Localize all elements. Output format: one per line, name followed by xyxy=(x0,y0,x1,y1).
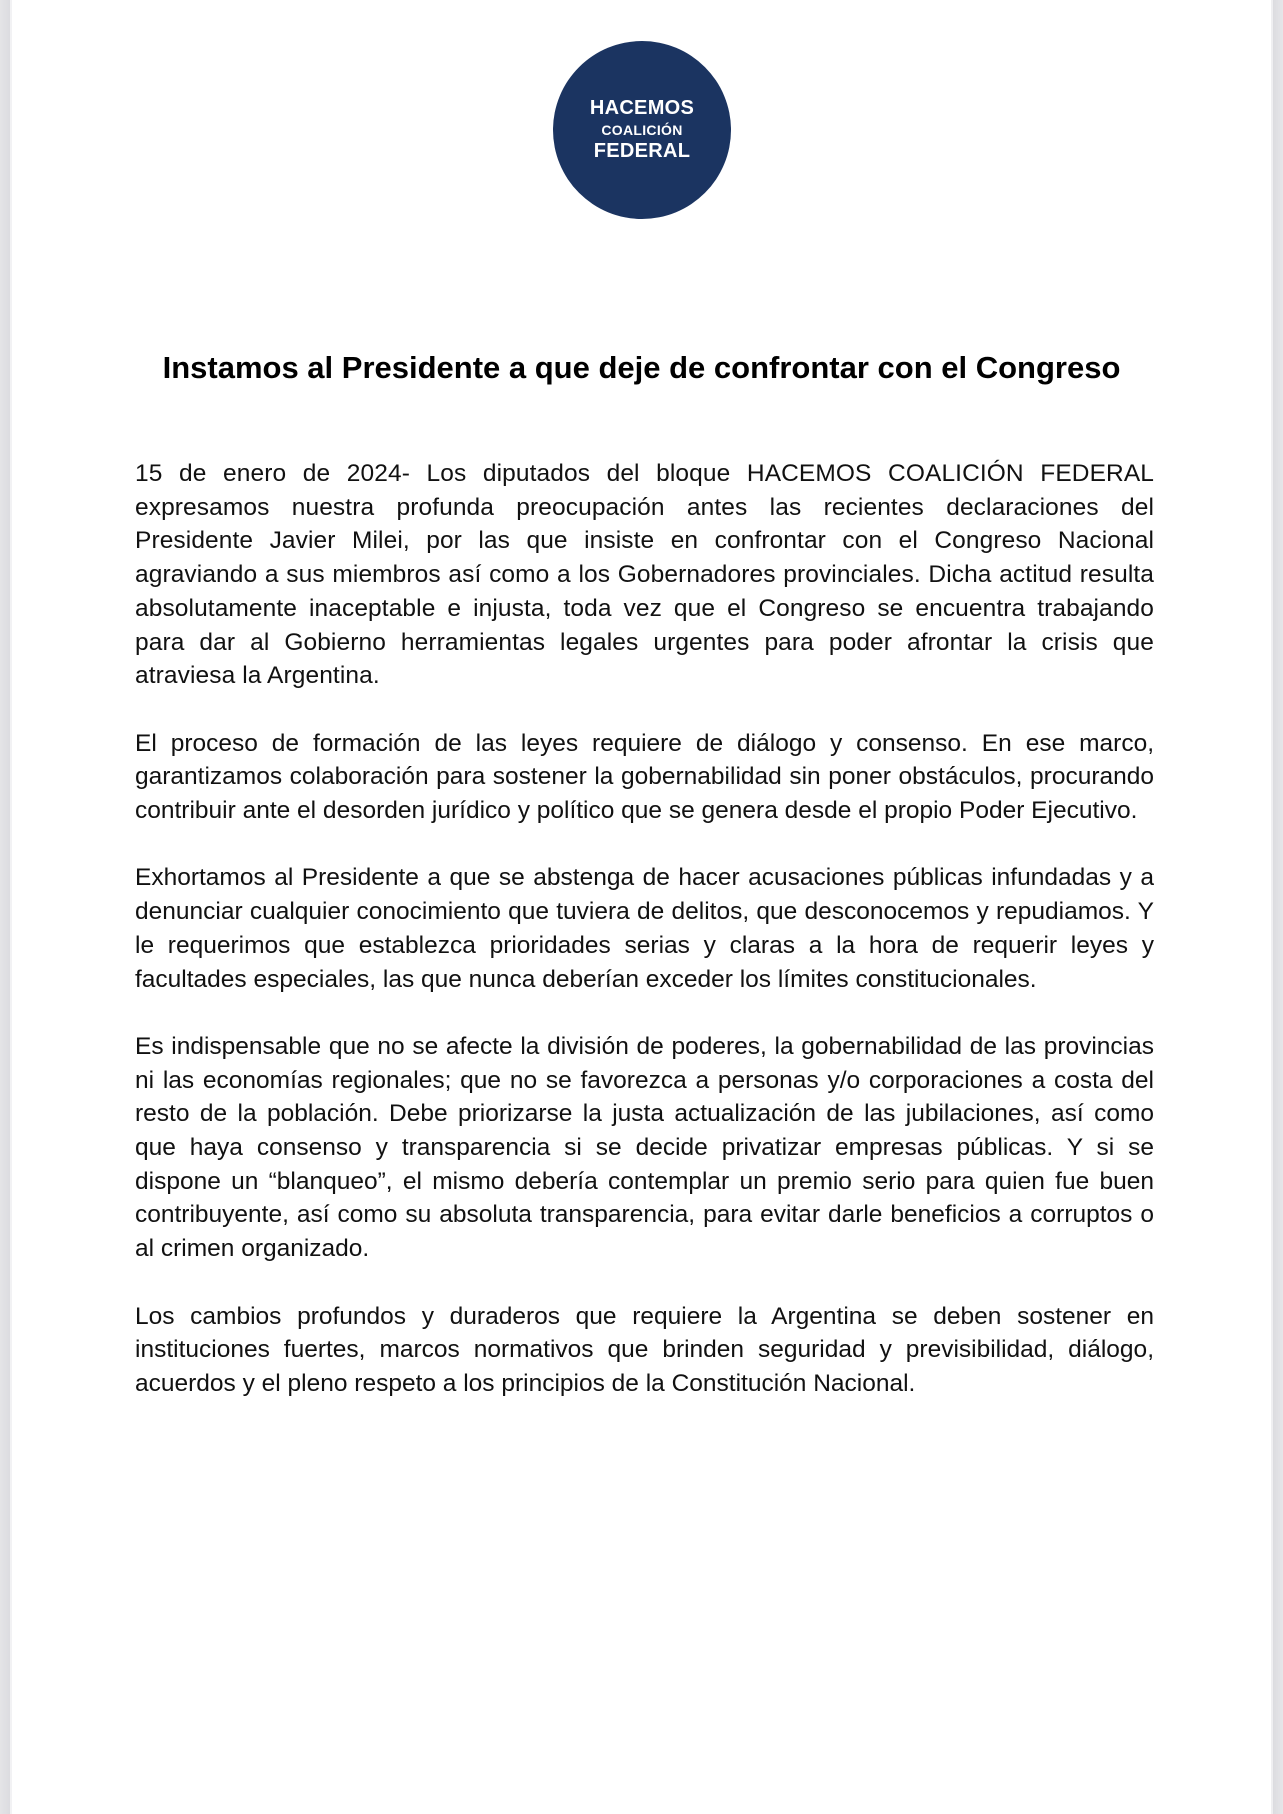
viewer-right-edge xyxy=(1273,0,1283,1814)
paragraph-2: El proceso de formación de las leyes requiere de diálogo y consenso. En ese marco, garantizamos colaboración para sostener la gobernabilidad sin poner obstáculos, procurando contribuir ante el desorden jurídico y político que se genera desde el propio Poder Ejecutivo. xyxy=(135,729,1154,825)
document-body xyxy=(135,457,1154,1434)
party-logo xyxy=(553,41,731,219)
logo-line-coalicion: COALICIÓN xyxy=(601,122,683,139)
viewer-right-edge-line xyxy=(1271,0,1273,1814)
document-title: Instamos al Presidente a que deje de confrontar con el Congreso xyxy=(162,350,1121,385)
viewer-left-edge xyxy=(0,0,10,1814)
paragraph-5: Los cambios profundos y duraderos que requiere la Argentina se deben sostener en instituciones fuertes, marcos normativos que brinden seguridad y previsibilidad, diálogo, acuerdos y el pleno respeto a los principios de la Constitución Nacional. xyxy=(135,1302,1154,1397)
paragraph-1: 15 de enero de 2024- Los diputados del bloque HACEMOS COALICIÓN FEDERAL expresamos nuestra profunda preocupación antes las recientes declaraciones del Presidente Javier Milei, por las que insiste en confrontar con el Congreso Nacional agraviando a sus miembros así como a los Gobernadores provinciales. Dicha actitud resulta absolutamente inaceptable e injusta, toda vez que el Congreso se encuentra trabajando para dar al Gobierno herramientas legales urgentes para poder afrontar la crisis que atraviesa la Argentina. xyxy=(135,460,1154,690)
paragraph-3: Exhortamos al Presidente a que se abstenga de hacer acusaciones públicas infundadas y a denunciar cualquier conocimiento que tuviera de delitos, que desconocemos y repudiamos. Y le requerimos que establezca prioridades serias y claras a la hora de requerir leyes y facultades especiales, las que nunca deberían exceder los límites constitucionales. xyxy=(135,864,1154,993)
logo-line-hacemos: HACEMOS xyxy=(589,97,695,120)
logo-line-federal: FEDERAL xyxy=(593,139,691,162)
paragraph-4: Es indispensable que no se afecte la división de poderes, la gobernabilidad de las provincias ni las economías regionales; que no se favorezca a personas y/o corporaciones a costa del resto de la población. Debe priorizarse la justa actualización de las jubilaciones, así como que haya consenso y transparencia si se decide privatizar empresas públicas. Y si se dispone un “blanqueo”, el mismo debería contemplar un premio serio para quien fue buen contribuyente, así como su absoluta transparencia, para evitar darle beneficios a corruptos o al crimen organizado. xyxy=(135,1032,1154,1263)
